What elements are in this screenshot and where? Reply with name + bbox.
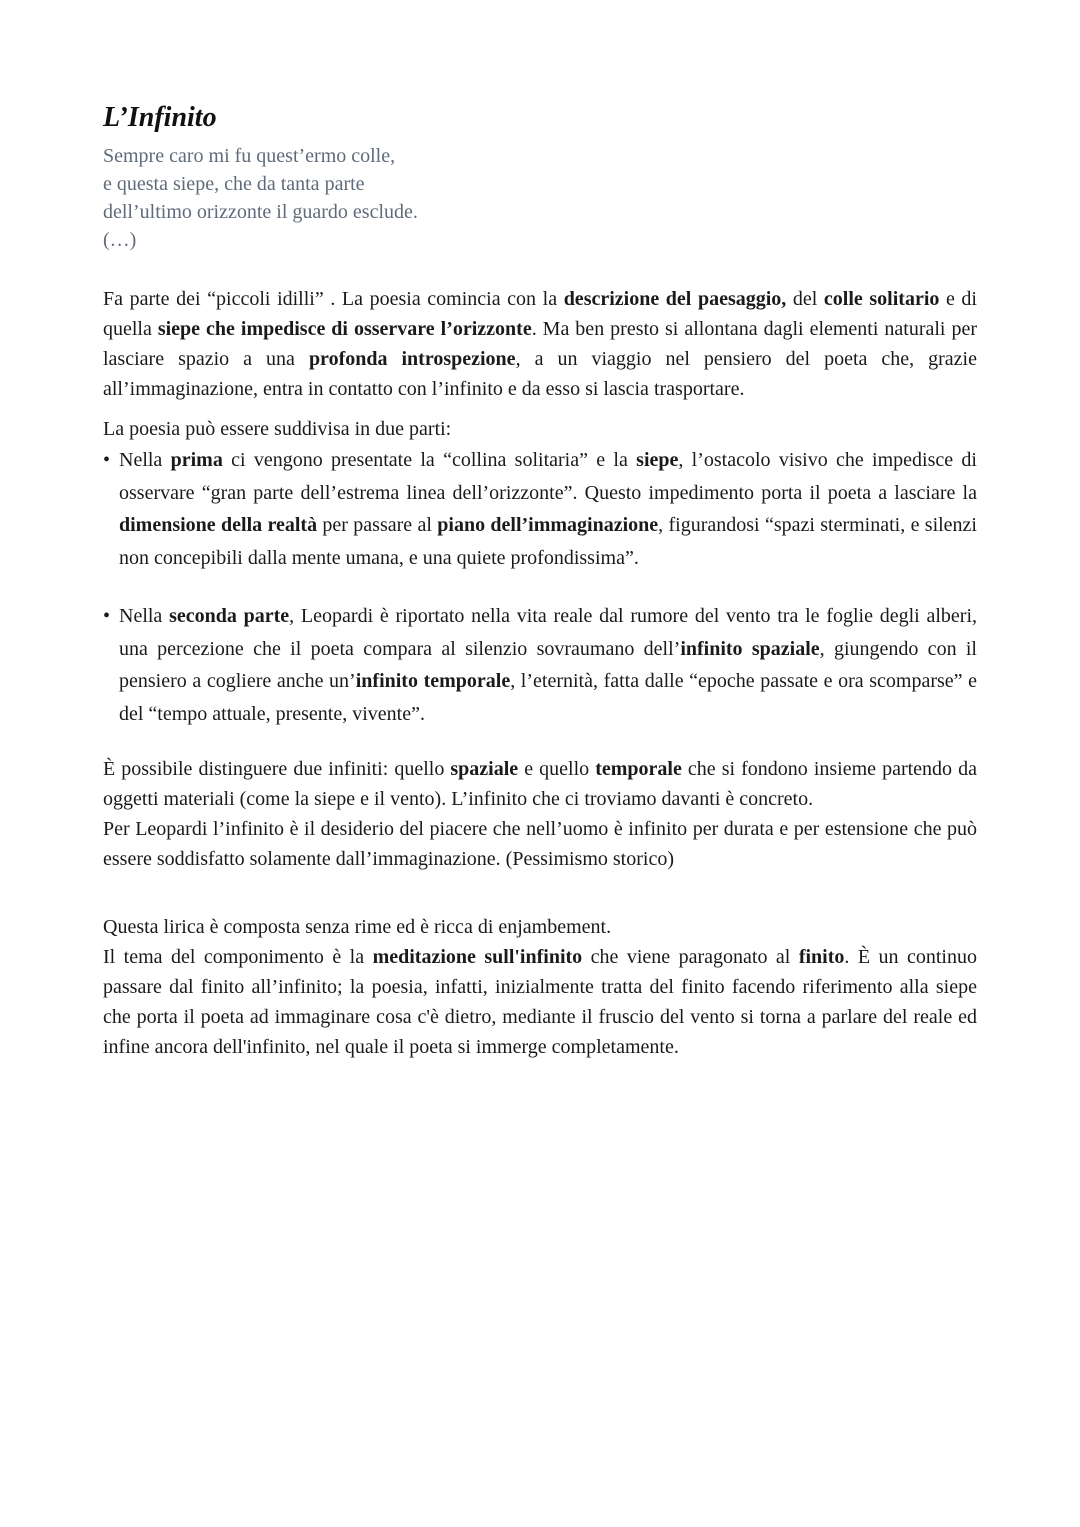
leopardi-infinity-paragraph: Per Leopardi l’infinito è il desiderio del piacere che nell’uomo è infinito per durata e per estensione che può essere soddisfatto solamente dall’immaginazione. (Pessimismo storico) — [103, 818, 977, 870]
bold-run: infinito temporale — [355, 670, 511, 692]
text-run: Fa parte dei “piccoli idilli” . La poesia comincia con la — [103, 288, 564, 310]
poem-excerpt — [103, 142, 977, 254]
parts-intro-paragraph: La poesia può essere suddivisa in due parti: — [103, 418, 452, 440]
text-run: che si fondono insieme partendo da oggetti materiali (come la siepe e il vento). L’infinito che ci troviamo davanti è concreto. — [103, 758, 977, 810]
poem-line-2: e questa siepe, che da tanta parte — [103, 173, 365, 195]
bold-run: finito — [798, 946, 845, 968]
text-run: , l’ostacolo visivo che impedisce di osservare “gran parte dell’estrema linea dell’orizzonte”. Questo impedimento porta il poeta a lasciare la — [119, 449, 977, 504]
text-run: e di quella — [103, 288, 977, 340]
bold-run: infinito spaziale — [680, 637, 820, 660]
text-run: e quello — [518, 758, 596, 780]
list-item-first-part — [103, 444, 977, 574]
bold-run: siepe che impedisce di osservare l’orizzonte — [157, 318, 532, 340]
parts-list — [103, 444, 977, 730]
bold-run: piano dell’immaginazione — [437, 514, 659, 536]
theme-paragraph — [103, 942, 977, 1062]
page-title: L’Infinito — [103, 102, 217, 133]
text-run: Nella — [119, 605, 170, 627]
list-item-second-part — [103, 600, 977, 730]
text-run: , giungendo con il pensiero a cogliere anche un’ — [119, 637, 977, 692]
bold-run: seconda parte — [169, 605, 290, 627]
bold-run: descrizione del paesaggio, — [563, 288, 787, 310]
bold-run: meditazione sull'infinito — [372, 946, 583, 968]
text-run: , a un viaggio nel pensiero del poeta che, grazie all’immaginazione, entra in contatto con l’infinito e da esso si lascia trasportare. — [103, 348, 977, 400]
poem-line-1: Sempre caro mi fu quest’ermo colle, — [103, 145, 396, 167]
text-run: . Ma ben presto si allontana dagli elementi naturali per lasciare spazio a una — [103, 318, 977, 370]
text-run: che viene paragonato al — [582, 946, 799, 968]
poem-ellipsis: (…) — [103, 229, 137, 251]
text-run: , figurandosi “spazi sterminati, e silenzi non concepibili dalla mente umana, e una quiete profondissima”. — [119, 514, 977, 569]
intro-paragraph — [103, 284, 977, 404]
bold-run: prima — [170, 449, 223, 471]
text-run: . È un continuo passare dal finito all’infinito; la poesia, infatti, inizialmente tratta del finito facendo riferimento alla siepe che porta il poeta ad immaginare cosa c'è dietro, mediante il fruscio del vento si torna a parlare del reale ed infine ancora dell'infinito, nel quale il poeta si immerge completamente. — [103, 946, 977, 1058]
bold-run: temporale — [595, 758, 682, 780]
text-run: È possibile distinguere due infiniti: quello — [103, 758, 451, 780]
bullet-icon: • — [103, 605, 111, 627]
bullet-icon: • — [103, 449, 111, 471]
form-paragraph: Questa lirica è composta senza rime ed è ricca di enjambement. — [103, 916, 612, 938]
text-run: Il tema del componimento è la — [103, 946, 373, 968]
bold-run: profonda introspezione — [308, 348, 516, 370]
bold-run: colle solitario — [823, 288, 940, 310]
poem-line-3: dell’ultimo orizzonte il guardo esclude. — [103, 201, 418, 223]
text-run: Nella — [119, 449, 171, 471]
bold-run: spaziale — [450, 758, 519, 780]
bold-run: siepe — [636, 449, 679, 471]
text-run: ci vengono presentate la “collina solitaria” e la — [222, 449, 637, 471]
two-infinities-paragraph — [103, 754, 977, 814]
bold-run: dimensione della realtà — [119, 514, 318, 536]
text-run: del — [786, 288, 824, 310]
text-run: , Leopardi è riportato nella vita reale dal rumore del vento tra le foglie degli alberi, una percezione che il poeta compara al silenzio sovraumano dell’ — [119, 605, 978, 660]
text-run: , l’eternità, fatta dalle “epoche passate e ora scomparse” e del “tempo attuale, presente, vivente”. — [119, 670, 978, 725]
text-run: per passare al — [317, 514, 438, 536]
